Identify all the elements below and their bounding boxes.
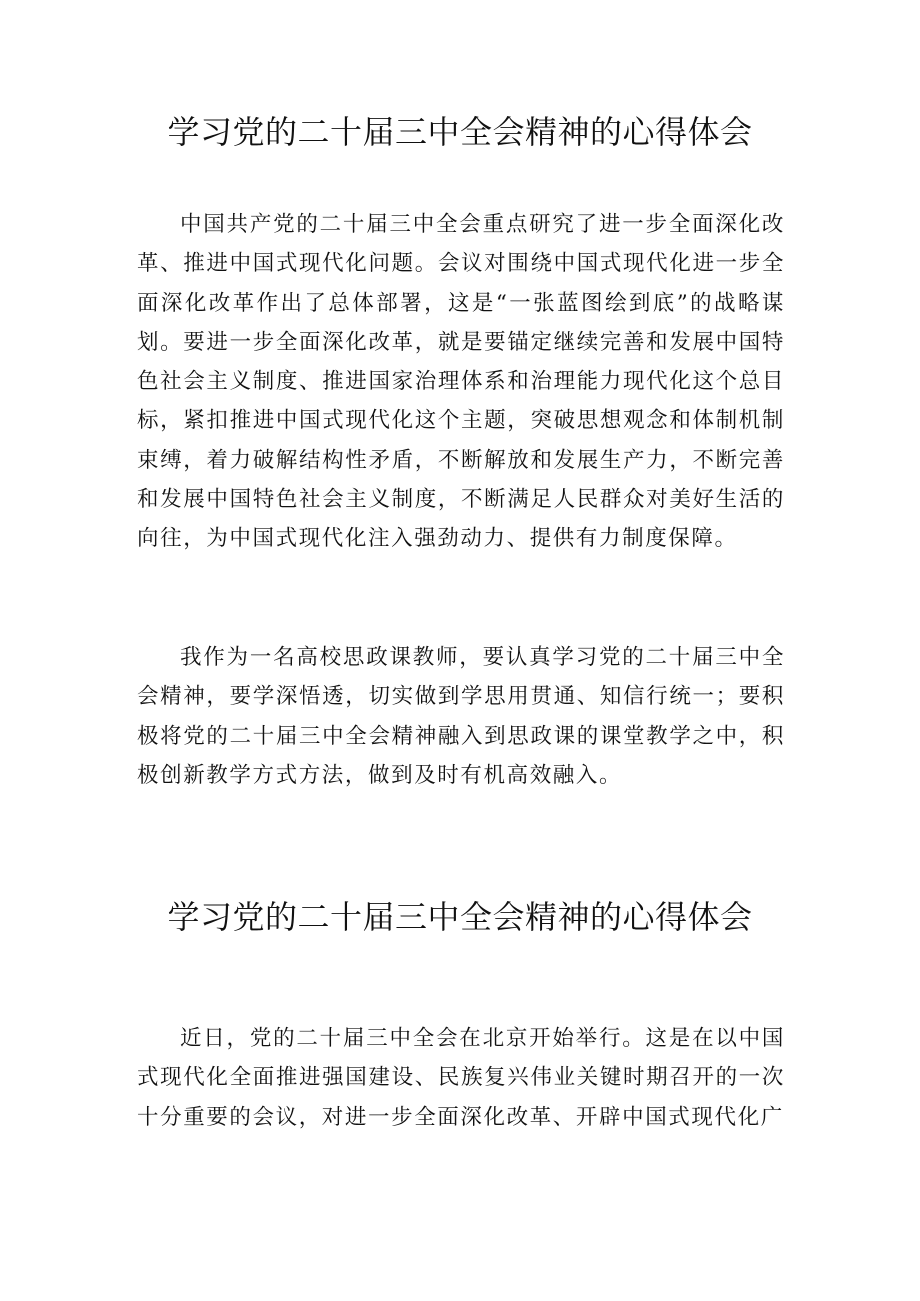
section-1-paragraph-2: 我作为一名高校思政课教师，要认真学习党的二十届三中全会精神，要学深悟透，切实做到学思用贯通、知信行统一；要积极将党的二十届三中全会精神融入到思政课的课堂教学之中，积极创新教学方式方法，做到及时有机高效融入。 [137,645,785,788]
section-2-paragraph-1: 近日，党的二十届三中全会在北京开始举行。这是在以中国式现代化全面推进强国建设、民族复兴伟业关键时期召开的一次十分重要的会议，对进一步全面深化改革、开辟中国式现代化广 [137,1026,785,1130]
section-2-title: 学习党的二十届三中全会精神的心得体会 [167,898,753,936]
section-1-paragraph-1: 中国共产党的二十届三中全会重点研究了进一步全面深化改革、推进中国式现代化问题。会议对围绕中国式现代化进一步全面深化改革作出了总体部署，这是“一张蓝图绘到底”的战略谋划。要进一步全面深化改革，就是要锚定继续完善和发展中国特色社会主义制度、推进国家治理体系和治理能力现代化这个总目标，紧扣推进中国式现代化这个主题，突破思想观念和体制机制束缚，着力破解结构性矛盾，不断解放和发展生产力，不断完善和发展中国特色社会主义制度，不断满足人民群众对美好生活的向往，为中国式现代化注入强劲动力、提供有力制度保障。 [137,212,785,552]
section-1-title: 学习党的二十届三中全会精神的心得体会 [167,113,753,151]
